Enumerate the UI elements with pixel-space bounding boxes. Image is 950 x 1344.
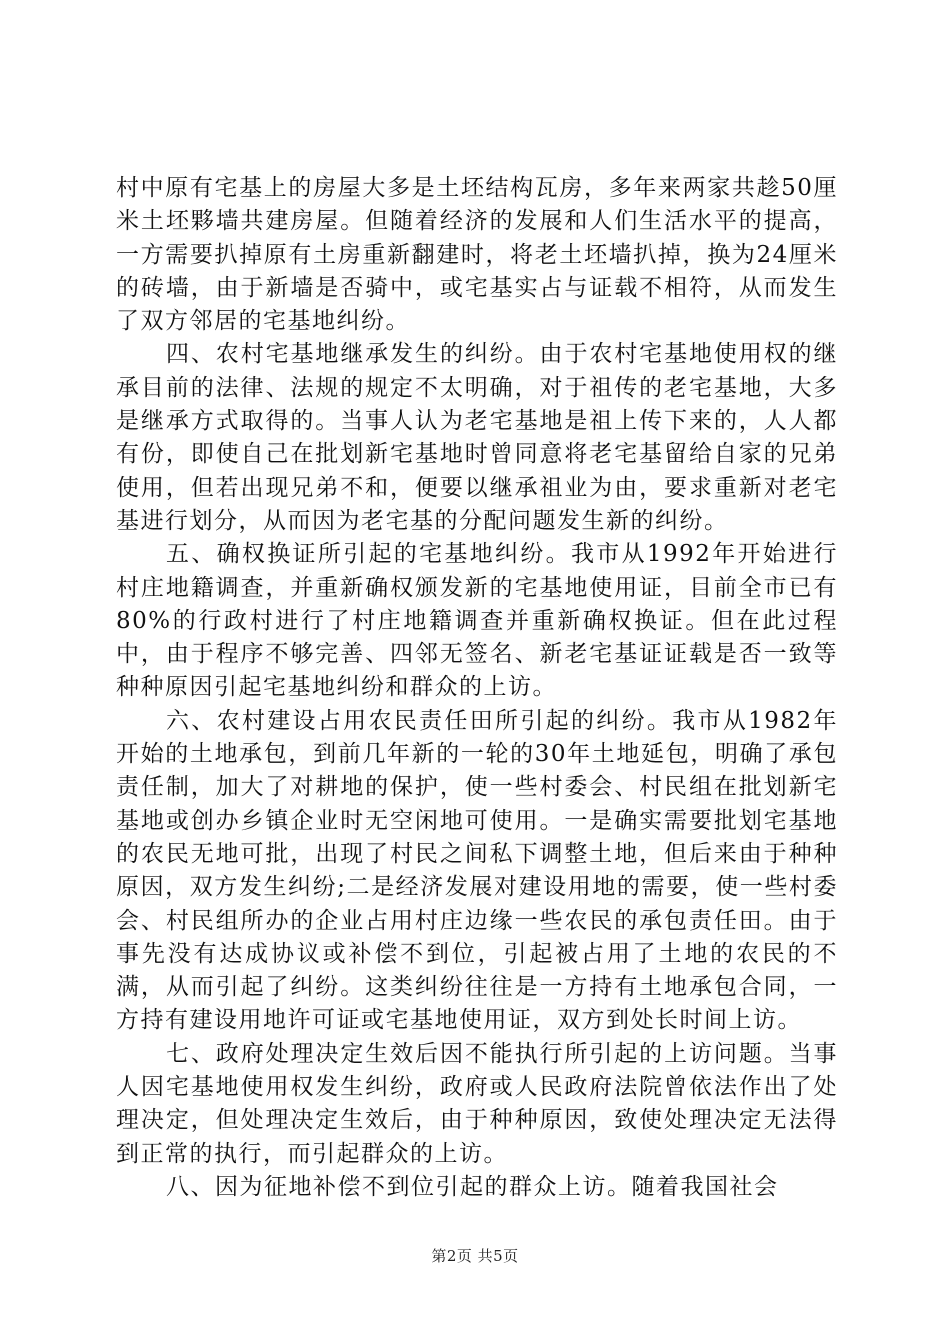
paragraph-section-4: 四、农村宅基地继承发生的纠纷。由于农村宅基地使用权的继承目前的法律、法规的规定不太明确，对于祖传的老宅基地，大多是继承方式取得的。当事人认为老宅基地是祖上传下来的，人人都有份，即使自己在批划新宅基地时曾同意将老宅基留给自家的兄弟使用，但若出现兄弟不和，便要以继承祖业为由，要求重新对老宅基进行划分，从而因为老宅基的分配问题发生新的纠纷。 bbox=[116, 341, 838, 534]
paragraph-section-6: 六、农村建设占用农民责任田所引起的纠纷。我市从1982年开始的土地承包，到前几年新的一轮的30年土地延包，明确了承包责任制，加大了对耕地的保护，使一些村委会、村民组在批划新宅基地或创办乡镇企业时无空闲地可使用。一是确实需要批划宅基地的农民无地可批，出现了村民之间私下调整土地，但后来由于种种原因，双方发生纠纷;二是经济发展对建设用地的需要，使一些村委会、村民组所办的企业占用村庄边缘一些农民的承包责任田。由于事先没有达成协议或补偿不到位，引起被占用了土地的农民的不满，从而引起了纠纷。这类纠纷往往是一方持有土地承包合同，一方持有建设用地许可证或宅基地使用证，双方到处长时间上访。 bbox=[116, 707, 838, 1034]
paragraph-continuation: 村中原有宅基上的房屋大多是土坯结构瓦房，多年来两家共趁50厘米土坯夥墙共建房屋。但随着经济的发展和人们生活水平的提高，一方需要扒掉原有土房重新翻建时，将老土坯墙扒掉，换为24厘米的砖墙，由于新墙是否骑中，或宅基实占与证载不相符，从而发生了双方邻居的宅基地纠纷。 bbox=[116, 175, 838, 335]
page-number-footer: 第2页 共5页 bbox=[431, 1247, 519, 1265]
paragraph-section-7: 七、政府处理决定生效后因不能执行所引起的上访问题。当事人因宅基地使用权发生纠纷，政府或人民政府法院曾依法作出了处理决定，但处理决定生效后，由于种种原因，致使处理决定无法得到正常的执行，而引起群众的上访。 bbox=[116, 1040, 838, 1167]
paragraph-section-5: 五、确权换证所引起的宅基地纠纷。我市从1992年开始进行村庄地籍调查，并重新确权颁发新的宅基地使用证，目前全市已有80%的行政村进行了村庄地籍调查并重新确权换证。但在此过程中，由于程序不够完善、四邻无签名、新老宅基证证载是否一致等种种原因引起宅基地纠纷和群众的上访。 bbox=[116, 541, 838, 701]
document-body bbox=[116, 172, 838, 1204]
paragraph-section-8: 八、因为征地补偿不到位引起的群众上访。随着我国社会 bbox=[166, 1173, 779, 1200]
